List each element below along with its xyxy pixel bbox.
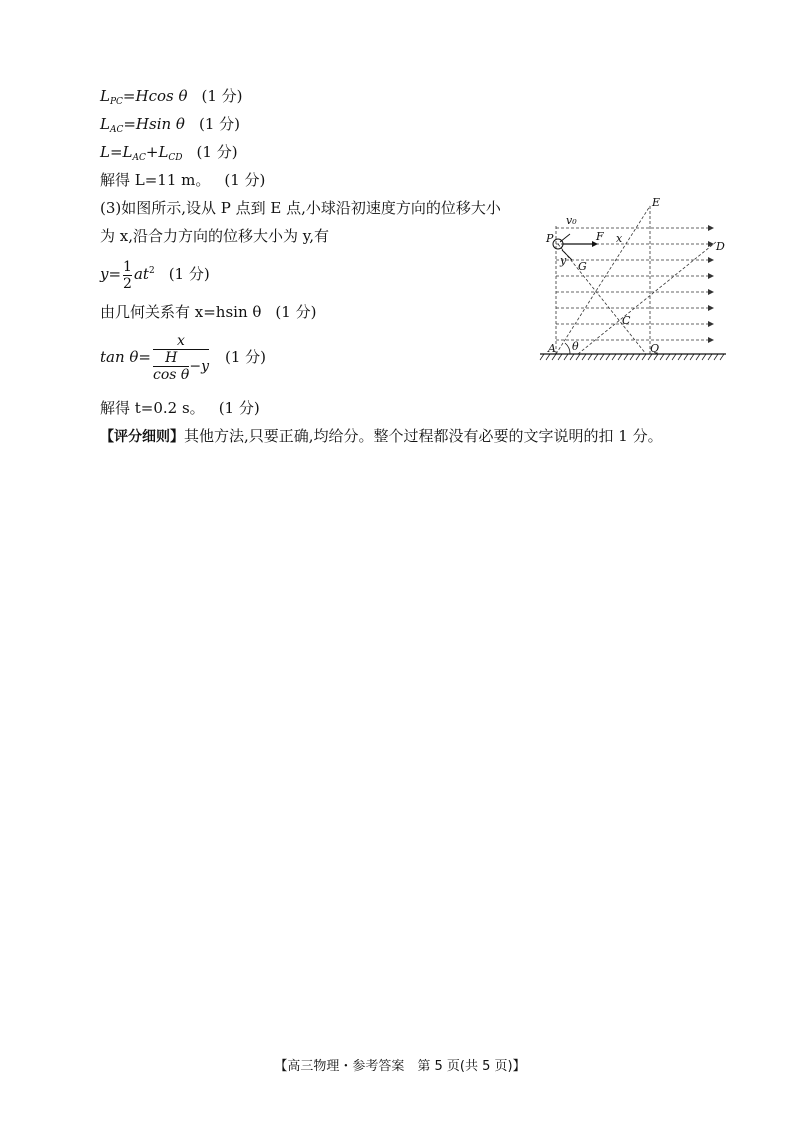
angle-arc [565,343,570,354]
score: (1 分) [224,348,267,366]
answer-line-1 [100,86,243,109]
label-theta: θ [572,340,579,353]
arrowhead [708,321,714,327]
arrowhead [708,337,714,343]
velocity-arrow [560,234,570,242]
result-text: 解得 L=11 m。 [100,171,211,189]
expression-rhs: at [133,265,149,283]
paragraph-text: 由几何关系有 x=hsin θ [100,303,262,321]
label-G: G [578,260,587,273]
score: (1 分) [198,115,240,133]
superscript: 2 [148,266,155,276]
line-to-D [578,242,716,354]
label-y: y [560,254,567,267]
result-text: 解得 t=0.2 s。 [100,399,205,417]
label-D: D [716,240,725,253]
page-footer: 【高三物理・参考答案 第 5 页(共 5 页)】 [274,1059,526,1074]
answer-line-6 [100,226,329,246]
answer-line-5 [100,198,501,218]
expression: =Hsin θ [123,115,185,133]
arrowhead [708,305,714,311]
score: (1 分) [201,87,243,105]
physics-diagram [538,196,728,372]
label-F: F [596,230,604,243]
field-arrowheads [708,225,714,343]
label-C: C [622,314,631,327]
arrowhead [708,289,714,295]
arrowhead [708,257,714,263]
answer-line-2 [100,114,240,137]
line-PQ [558,244,646,354]
numerator: x [177,333,185,349]
grading-text: 其他方法,只要正确,均给分。整个过程都没有必要的文字说明的扣 1 分。 [184,427,663,445]
answer-line-10 [100,398,260,418]
subscript: AC [109,125,124,135]
expression-lhs: y= [100,265,122,283]
score: (1 分) [168,265,210,283]
label-E: E [652,196,661,209]
score: (1 分) [275,303,317,321]
label-A: A [548,342,556,355]
subscript: PC [109,97,123,107]
score: (1 分) [224,171,266,189]
field-lines [556,228,710,340]
minus-y: −y [189,358,209,375]
answer-line-9 [100,330,266,384]
symbol-L: L [100,87,110,105]
expression-lhs: tan θ= [100,348,151,366]
paragraph-text: (3)如图所示,设从 P 点到 E 点,小球沿初速度方向的位移大小 [100,199,501,217]
answer-line-3 [100,142,238,165]
answer-line-8 [100,302,316,322]
grading-tag: 【评分细则】 [100,429,184,445]
label-P: P [546,232,554,245]
inner-denominator: cos θ [153,367,190,383]
compound-fraction [153,333,209,383]
arrowhead [708,225,714,231]
grading-note [100,426,663,447]
label-Q: Q [650,342,660,355]
answer-line-4 [100,170,265,190]
denominator: 2 [123,275,132,292]
symbol-L: L [100,115,110,133]
paragraph-text: 为 x,沿合力方向的位移大小为 y,有 [100,227,330,245]
subscript: AC [132,153,146,163]
inner-fraction [153,350,189,383]
answer-line-7 [100,256,210,295]
expression-lhs: L=L [100,143,133,161]
expression: =Hcos θ [122,87,188,105]
score: (1 分) [218,399,260,417]
ground-hatching [540,354,724,360]
score: (1 分) [196,143,238,161]
arrowhead [708,273,714,279]
numerator: 1 [123,258,132,275]
expression-mid: +L [145,143,169,161]
subscript: CD [168,153,183,163]
label-x: x [616,232,623,245]
label-v0: v₀ [566,214,577,227]
fraction-half [123,259,132,292]
denominator [153,350,209,383]
inner-numerator: H [165,350,178,366]
